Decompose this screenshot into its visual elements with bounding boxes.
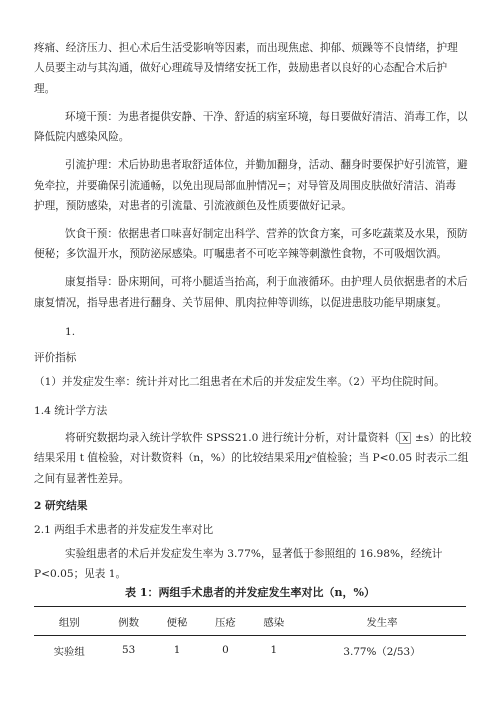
text-run: 将研究数据均录入统计学软件 SPSS21.0 进行统计分析，对计量资料（ — [65, 432, 400, 444]
paragraph-line: （1）并发症发生率：统计并对比二组患者在术后的并发症发生率。（2）平均住院时间。 — [34, 376, 445, 388]
results-table — [34, 606, 466, 664]
header-cell: 发生率 — [298, 607, 466, 636]
table-header-row — [34, 607, 466, 636]
paragraph-line: 疼痛、经济压力、担心术后生活受影响等因素，而出现焦虑、抑郁、烦躁等不良情绪，护理 — [34, 42, 458, 54]
paragraph-line: 环境干预：为患者提供安静、干净、舒适的病室环境，每日要做好清洁、消毒工作，以 — [65, 111, 468, 123]
paragraph-line: 康复情况，指导患者进行翻身、关节屈伸、肌肉拉伸等训练，以促进患肢功能早期康复。 — [34, 297, 448, 309]
paragraph-line: P<0.05；见表 1。 — [34, 568, 127, 580]
table-cell: 1 — [270, 644, 278, 656]
paragraph-line: 人员要主动与其沟通，做好心理疏导及情绪安抚工作，鼓励患者以良好的心态配合术后护 — [34, 62, 448, 74]
subsection-title: 评价指标 — [34, 352, 77, 364]
section-title: 2 研究结果 — [34, 500, 88, 512]
chi-square-symbol: χ² — [305, 452, 317, 464]
text-run: ±s）的比较 — [411, 432, 472, 444]
paragraph-line: 实验组患者的术后并发症发生率为 3.77%，显著低于参照组的 16.98%，经统计 — [65, 548, 443, 560]
table-cell: 0 — [222, 644, 229, 656]
paragraph-line: 护理，预防感染，对患者的引流量、引流液颜色及性质要做好记录。 — [34, 200, 352, 212]
table-row — [34, 636, 466, 665]
paragraph-line: 免牵拉，并要确保引流通畅，以免出现局部血肿情况=；对导管及周围皮肤做好清洁、消毒 — [34, 180, 457, 192]
paragraph-line: 理。 — [34, 83, 56, 95]
text-run: 结果采用 t 值检验，对计数资料（n，%）的比较结果采用 — [34, 452, 306, 464]
mean-symbol: x — [399, 432, 411, 444]
section-number: 1. — [65, 326, 76, 338]
header-cell: 压疮 — [201, 607, 249, 636]
table-cell: 3.77%（2/53） — [343, 645, 421, 658]
paragraph-line — [34, 451, 468, 465]
table-cell: 53 — [122, 644, 136, 656]
paragraph-line: 饮食干预：依据患者口味喜好制定出科学、营养的饮食方案，可多吃蔬菜及水果，预防 — [65, 228, 468, 240]
header-cell: 例数 — [104, 607, 152, 636]
paragraph-line: 之间有显著性差异。 — [34, 473, 130, 485]
subsection-title: 1.4 统计学方法 — [34, 405, 108, 417]
paragraph-line: 降低院内感染风险。 — [34, 131, 130, 143]
header-cell: 便秘 — [153, 607, 201, 636]
paragraph-line: 康复指导：卧床期间，可将小腿适当抬高，利于血液循环。由护理人员依据患者的术后 — [65, 276, 468, 288]
paragraph-line: 便秘；多饮温开水，预防泌尿感染。叮嘱患者不可吃辛辣等刺激性食物，不可吸烟饮酒。 — [34, 248, 448, 260]
table-caption: 表 1：两组手术患者的并发症发生率对比（n，%） — [125, 586, 375, 599]
table-cell: 1 — [173, 644, 181, 656]
subsection-title: 2.1 两组手术患者的并发症发生率对比 — [34, 524, 214, 536]
text-run: 值检验；当 P<0.05 时表示二组 — [316, 452, 469, 464]
header-cell: 感染 — [250, 607, 298, 636]
table-cell: 实验组 — [53, 645, 85, 658]
paragraph-line: 引流护理：术后协助患者取舒适体位，并勤加翻身，活动、翻身时要保护好引流管，避 — [65, 159, 468, 171]
header-cell: 组别 — [34, 607, 104, 636]
paragraph-line — [65, 431, 472, 445]
